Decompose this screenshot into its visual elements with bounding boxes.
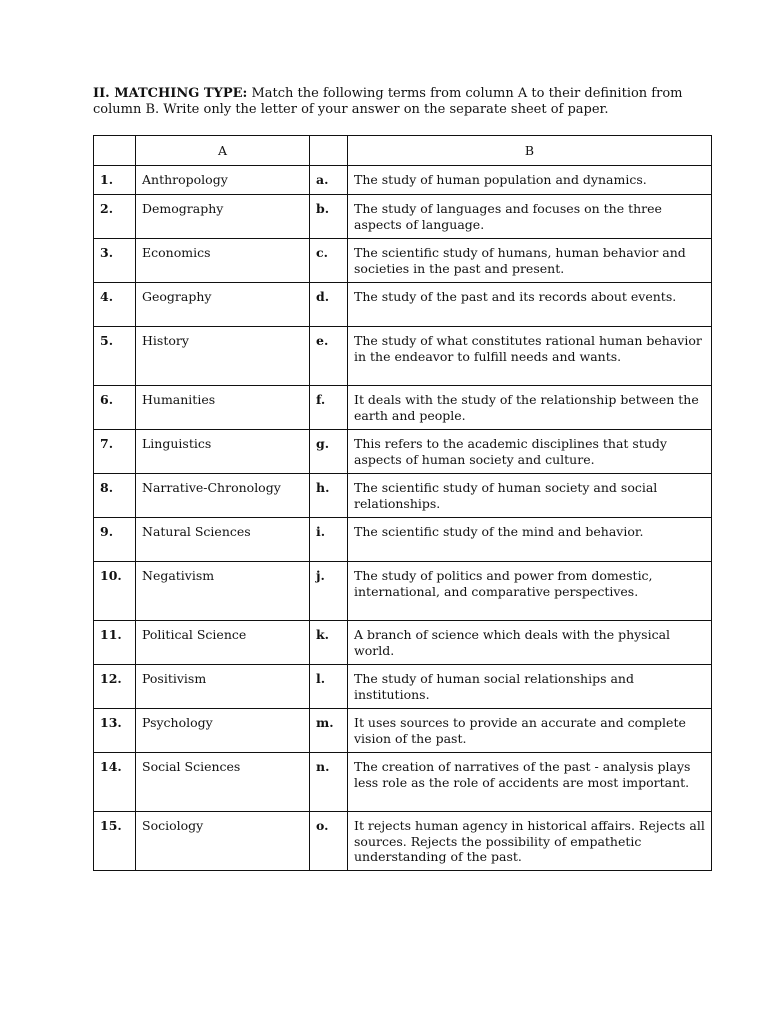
- section-label: II. MATCHING TYPE:: [93, 86, 248, 101]
- definition: The scientific study of humans, human behavior and societies in the past and present.: [348, 239, 712, 283]
- definition: The study of human social relationships and institutions.: [348, 665, 712, 709]
- definition: A branch of science which deals with the physical world.: [348, 621, 712, 665]
- table-row: [94, 812, 712, 871]
- item-number: 10.: [94, 562, 136, 621]
- table-header-row: [94, 136, 712, 166]
- definition: The study of human population and dynamics.: [348, 166, 712, 195]
- definition-letter: b.: [310, 195, 348, 239]
- definition: The study of what constitutes rational human behavior in the endeavor to fulfill needs and wants.: [348, 327, 712, 386]
- item-number: 5.: [94, 327, 136, 386]
- header-blank-a: [94, 136, 136, 166]
- instructions-text: Match the following terms from column A to their definition from column B. Write only the letter of your answer on the separate sheet of paper.: [93, 86, 683, 117]
- definition: It rejects human agency in historical affairs. Rejects all sources. Rejects the possibility of empathetic understanding of the past.: [348, 812, 712, 871]
- item-number: 1.: [94, 166, 136, 195]
- definition: It deals with the study of the relationship between the earth and people.: [348, 386, 712, 430]
- definition-letter: e.: [310, 327, 348, 386]
- term: Sociology: [136, 812, 310, 871]
- term: Anthropology: [136, 166, 310, 195]
- table-row: [94, 195, 712, 239]
- definition-letter: m.: [310, 709, 348, 753]
- table-row: [94, 753, 712, 812]
- column-a-header: A: [136, 136, 310, 166]
- definition-letter: l.: [310, 665, 348, 709]
- item-number: 9.: [94, 518, 136, 562]
- item-number: 8.: [94, 474, 136, 518]
- item-number: 2.: [94, 195, 136, 239]
- definition: The study of politics and power from domestic, international, and comparative perspectives.: [348, 562, 712, 621]
- definition-letter: i.: [310, 518, 348, 562]
- item-number: 7.: [94, 430, 136, 474]
- definition-letter: d.: [310, 283, 348, 327]
- instructions: [93, 86, 693, 118]
- definition-letter: j.: [310, 562, 348, 621]
- term: Political Science: [136, 621, 310, 665]
- table-row: [94, 386, 712, 430]
- definition: It uses sources to provide an accurate and complete vision of the past.: [348, 709, 712, 753]
- table-row: [94, 562, 712, 621]
- definition-letter: k.: [310, 621, 348, 665]
- term: Geography: [136, 283, 310, 327]
- item-number: 15.: [94, 812, 136, 871]
- term: Humanities: [136, 386, 310, 430]
- definition-letter: c.: [310, 239, 348, 283]
- term: Positivism: [136, 665, 310, 709]
- term: Natural Sciences: [136, 518, 310, 562]
- table-row: [94, 327, 712, 386]
- table-row: [94, 283, 712, 327]
- item-number: 12.: [94, 665, 136, 709]
- table-row: [94, 621, 712, 665]
- term: Demography: [136, 195, 310, 239]
- header-blank-b: [310, 136, 348, 166]
- table-row: [94, 665, 712, 709]
- item-number: 13.: [94, 709, 136, 753]
- term: Social Sciences: [136, 753, 310, 812]
- item-number: 4.: [94, 283, 136, 327]
- definition: The scientific study of the mind and behavior.: [348, 518, 712, 562]
- term: Psychology: [136, 709, 310, 753]
- definition: The study of languages and focuses on the three aspects of language.: [348, 195, 712, 239]
- table-row: [94, 166, 712, 195]
- table-row: [94, 239, 712, 283]
- column-b-header: B: [348, 136, 712, 166]
- table-row: [94, 518, 712, 562]
- term: History: [136, 327, 310, 386]
- term: Negativism: [136, 562, 310, 621]
- definition-letter: f.: [310, 386, 348, 430]
- term: Economics: [136, 239, 310, 283]
- definition-letter: a.: [310, 166, 348, 195]
- table-row: [94, 474, 712, 518]
- definition-letter: g.: [310, 430, 348, 474]
- definition-letter: o.: [310, 812, 348, 871]
- term: Linguistics: [136, 430, 310, 474]
- definition: The scientific study of human society and social relationships.: [348, 474, 712, 518]
- term: Narrative-Chronology: [136, 474, 310, 518]
- definition: This refers to the academic disciplines that study aspects of human society and culture.: [348, 430, 712, 474]
- table-row: [94, 430, 712, 474]
- table-row: [94, 709, 712, 753]
- definition-letter: h.: [310, 474, 348, 518]
- item-number: 3.: [94, 239, 136, 283]
- matching-table: [93, 135, 712, 871]
- item-number: 6.: [94, 386, 136, 430]
- definition-letter: n.: [310, 753, 348, 812]
- definition: The study of the past and its records about events.: [348, 283, 712, 327]
- item-number: 11.: [94, 621, 136, 665]
- item-number: 14.: [94, 753, 136, 812]
- definition: The creation of narratives of the past - analysis plays less role as the role of accidents are most important.: [348, 753, 712, 812]
